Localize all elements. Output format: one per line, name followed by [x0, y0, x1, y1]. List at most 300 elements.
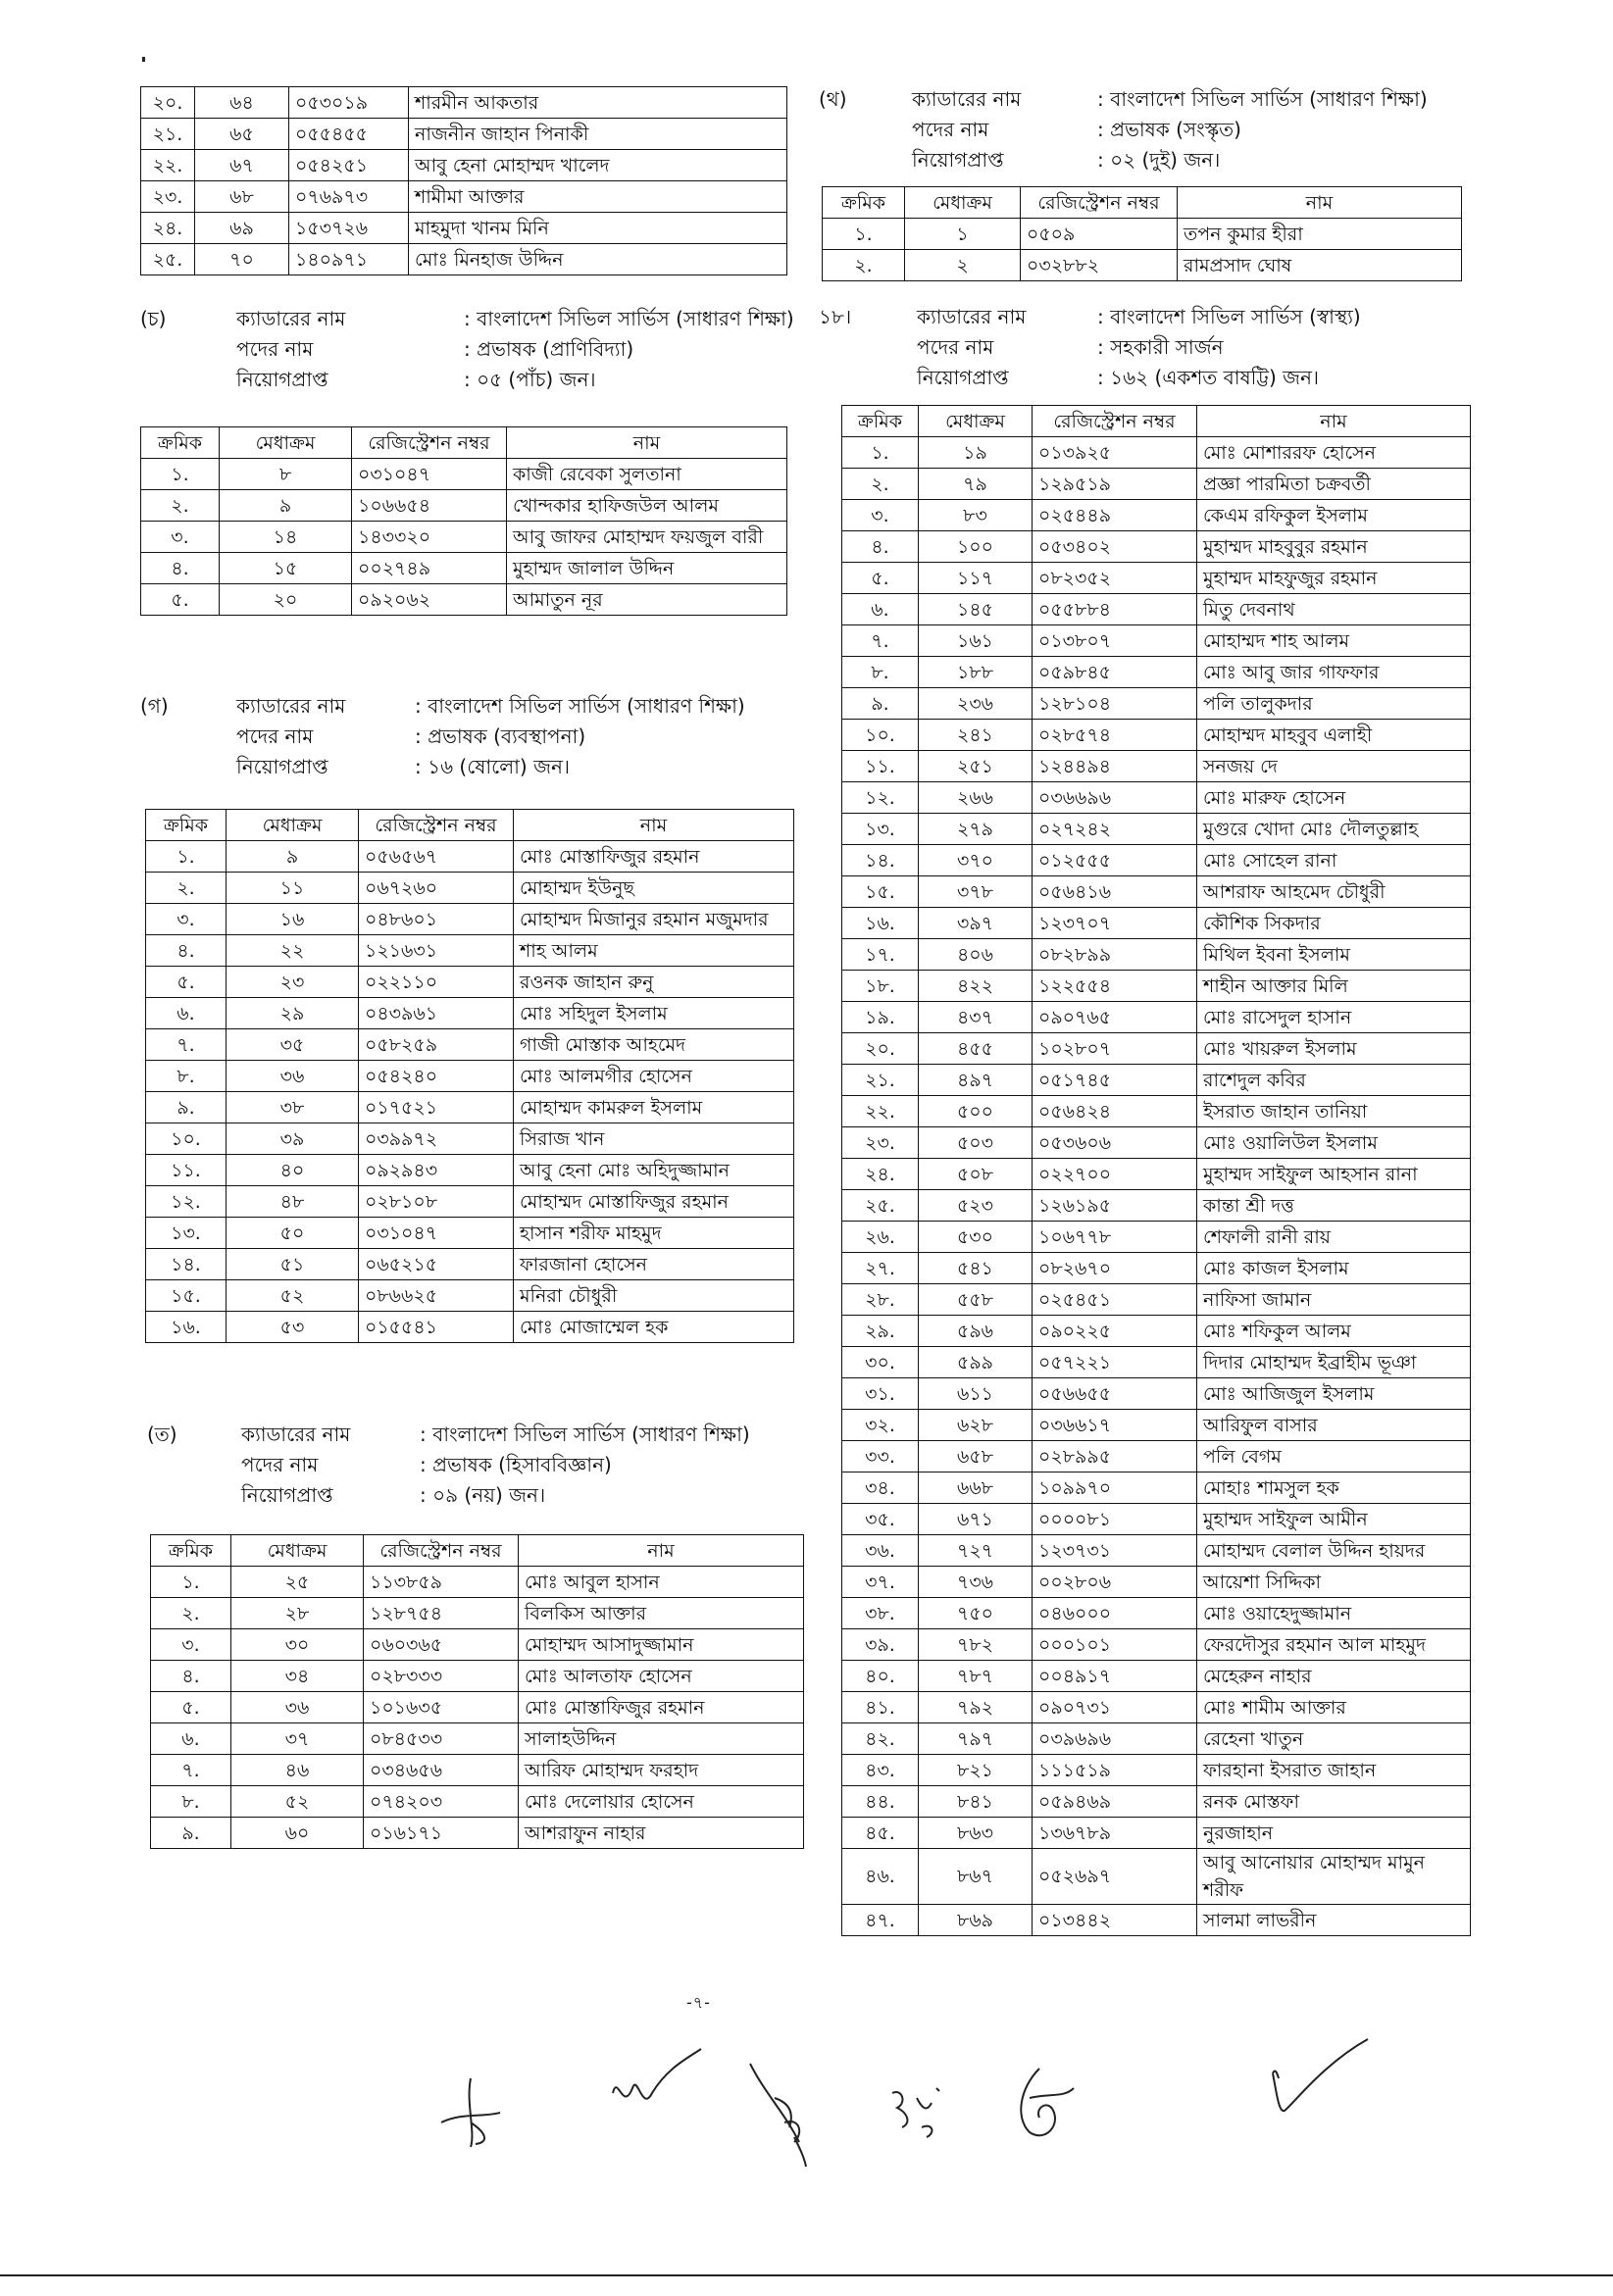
- registration-cell: ০২৫৪৫১: [1033, 1284, 1197, 1316]
- serial-cell: ৩.: [141, 522, 220, 553]
- registration-cell: ০৮৬৬২৫: [359, 1280, 514, 1312]
- table-row: [842, 720, 1471, 751]
- merit-cell: ৮৬৩: [919, 1818, 1033, 1849]
- serial-cell: ৫.: [842, 563, 919, 594]
- serial-cell: ৩০.: [842, 1347, 919, 1378]
- merit-cell: ২৩: [227, 967, 359, 998]
- name-cell: মোঃ মোস্তাফিজুর রহমান: [514, 841, 794, 873]
- serial-cell: ১১.: [842, 751, 919, 782]
- serial-cell: ১২.: [842, 782, 919, 814]
- registration-cell: ০১৩৪৪২: [1033, 1905, 1197, 1936]
- serial-cell: ৪৪.: [842, 1786, 919, 1818]
- post-value: : প্রভাষক (হিসাববিজ্ঞান): [420, 1453, 612, 1476]
- table-row: [842, 1033, 1471, 1065]
- merit-cell: ৪০৬: [919, 939, 1033, 971]
- registration-cell: ০৩১০৪৭: [352, 459, 507, 490]
- merit-cell: ৬৫৮: [919, 1441, 1033, 1472]
- merit-cell: ৬১১: [919, 1378, 1033, 1410]
- serial-cell: ৩.: [151, 1629, 231, 1661]
- serial-cell: ১১.: [146, 1155, 227, 1186]
- serial-cell: ২১.: [842, 1065, 919, 1096]
- table-row: [141, 553, 787, 584]
- registration-cell: ১২৪৪৯৪: [1033, 751, 1197, 782]
- table-row: [842, 1535, 1471, 1567]
- registration-cell: ০২৭২৪২: [1033, 814, 1197, 845]
- signature-2: [608, 2044, 706, 2122]
- serial-cell: ৪.: [842, 531, 919, 563]
- serial-cell: ১৩.: [842, 814, 919, 845]
- merit-cell: ৭৮২: [919, 1629, 1033, 1661]
- name-cell: সালাহউদ্দিন: [519, 1723, 804, 1755]
- table-row: [146, 1029, 794, 1061]
- table-row: [141, 87, 787, 119]
- merit-cell: ৬৫: [195, 119, 289, 150]
- signature-3: [745, 2054, 824, 2171]
- registration-cell: ০২৮৫৭৪: [1033, 720, 1197, 751]
- name-cell: আরিফুল বাসার: [1197, 1410, 1471, 1441]
- signature-6: [1265, 2034, 1373, 2122]
- name-cell: আশরাফ আহমেদ চৌধুরী: [1197, 876, 1471, 908]
- serial-cell: ৩.: [842, 500, 919, 531]
- merit-cell: ১৮৮: [919, 657, 1033, 688]
- col-header-registration: রেজিস্ট্রেশন নম্বর: [1021, 187, 1178, 219]
- table-row: [842, 1723, 1471, 1755]
- registration-cell: ০২৮১০৮: [359, 1186, 514, 1218]
- name-cell: নুরজাহান: [1197, 1818, 1471, 1849]
- post-value: : প্রভাষক (প্রাণিবিদ্যা): [464, 337, 634, 361]
- serial-cell: ৫.: [141, 584, 220, 616]
- serial-cell: ৩৮.: [842, 1598, 919, 1629]
- serial-cell: ৪০.: [842, 1661, 919, 1692]
- merit-cell: ৩৯৭: [919, 908, 1033, 939]
- name-cell: মোঃ কাজল ইসলাম: [1197, 1253, 1471, 1284]
- registration-cell: ০১৩৮০৭: [1033, 625, 1197, 657]
- table-row: [842, 657, 1471, 688]
- name-cell: শাহীন আক্তার মিলি: [1197, 971, 1471, 1002]
- table-row: [842, 500, 1471, 531]
- name-cell: ইসরাত জাহান তানিয়া: [1197, 1096, 1471, 1127]
- name-cell: মোহাম্মদ মিজানুর রহমান মজুমদার: [514, 904, 794, 935]
- registration-cell: ০৮২৮৯৯: [1033, 939, 1197, 971]
- name-cell: শামীমা আক্তার: [409, 181, 787, 213]
- merit-cell: ৭৯৭: [919, 1723, 1033, 1755]
- registration-cell: ০৭৪২০৩: [364, 1786, 519, 1818]
- merit-cell: ৭০: [195, 244, 289, 275]
- table-header-row: [842, 406, 1471, 437]
- registration-cell: ১০১৬৩৫: [364, 1692, 519, 1723]
- serial-cell: ২.: [141, 490, 220, 522]
- registration-cell: ১২৮৭৫৪: [364, 1598, 519, 1629]
- cadre-value: : বাংলাদেশ সিভিল সার্ভিস (স্বাস্থ্য): [1097, 305, 1361, 328]
- table-tha: [822, 186, 1462, 281]
- name-cell: কাজী রেবেকা সুলতানা: [507, 459, 787, 490]
- table-row: [842, 1849, 1471, 1905]
- name-cell: মোঃ আজিজুল ইসলাম: [1197, 1378, 1471, 1410]
- name-cell: শাহ আলম: [514, 935, 794, 967]
- merit-cell: ৮২১: [919, 1755, 1033, 1786]
- serial-cell: ১৪.: [146, 1249, 227, 1280]
- section-ta-header: [147, 1420, 794, 1514]
- table-row: [842, 531, 1471, 563]
- registration-cell: ০০২৭৪৯: [352, 553, 507, 584]
- serial-cell: ৩৩.: [842, 1441, 919, 1472]
- merit-cell: ১৯: [919, 437, 1033, 469]
- cadre-label: ক্যাডারের নাম: [241, 1423, 351, 1446]
- registration-cell: ১০৬৭৭৮: [1033, 1222, 1197, 1253]
- table-row: [146, 1092, 794, 1123]
- merit-cell: ৫০০: [919, 1096, 1033, 1127]
- table-row: [146, 1061, 794, 1092]
- name-cell: মাহমুদা খানম মিনি: [409, 213, 787, 244]
- table-row: [842, 1786, 1471, 1818]
- name-cell: মোহাম্মদ কামরুল ইসলাম: [514, 1092, 794, 1123]
- registration-cell: ১২৬১৯৫: [1033, 1190, 1197, 1222]
- name-cell: সনজয় দে: [1197, 751, 1471, 782]
- name-cell: আবু হেনা মোহাম্মদ খালেদ: [409, 150, 787, 181]
- table-row: [146, 841, 794, 873]
- post-label: পদের নাম: [912, 118, 989, 141]
- table-header-row: [151, 1535, 804, 1567]
- name-cell: মোঃ মোস্তাফিজুর রহমান: [519, 1692, 804, 1723]
- appointed-value: : ১৬২ (একশত বাষট্টি) জন।: [1097, 366, 1320, 389]
- merit-cell: ৫৩: [227, 1312, 359, 1343]
- merit-cell: ৬৭১: [919, 1504, 1033, 1535]
- table-row: [146, 873, 794, 904]
- serial-cell: ১২.: [146, 1186, 227, 1218]
- appointed-value: : ০৯ (নয়) জন।: [420, 1483, 546, 1507]
- col-header-serial: ক্রমিক: [151, 1535, 231, 1567]
- registration-cell: ০০৪৯১৭: [1033, 1661, 1197, 1692]
- col-header-name: নাম: [514, 810, 794, 841]
- name-cell: মোঃ শামীম আক্তার: [1197, 1692, 1471, 1723]
- registration-cell: ০০২৮০৬: [1033, 1567, 1197, 1598]
- serial-cell: ১.: [823, 219, 905, 250]
- serial-cell: ১৮.: [842, 971, 919, 1002]
- merit-cell: ৩০: [231, 1629, 364, 1661]
- registration-cell: ০৫৬৬৫৫: [1033, 1378, 1197, 1410]
- registration-cell: ০১২৫৫৫: [1033, 845, 1197, 876]
- appointed-label: নিয়োগপ্রাপ্ত: [236, 755, 328, 778]
- serial-cell: ৪২.: [842, 1723, 919, 1755]
- name-cell: ফেরদৌসুর রহমান আল মাহমুদ: [1197, 1629, 1471, 1661]
- registration-cell: ০২২১১০: [359, 967, 514, 998]
- registration-cell: ০৪৬০০০: [1033, 1598, 1197, 1629]
- post-value: : প্রভাষক (সংস্কৃত): [1097, 118, 1241, 141]
- name-cell: আবু হেনা মোঃ অহিদুজ্জামান: [514, 1155, 794, 1186]
- col-header-registration: রেজিস্ট্রেশন নম্বর: [364, 1535, 519, 1567]
- table-row: [842, 1598, 1471, 1629]
- merit-cell: ৩৯: [227, 1123, 359, 1155]
- serial-cell: ৩৫.: [842, 1504, 919, 1535]
- merit-cell: ২৫: [231, 1567, 364, 1598]
- serial-cell: ২৬.: [842, 1222, 919, 1253]
- name-cell: শেফালী রানী রায়: [1197, 1222, 1471, 1253]
- signature-5: [1000, 2059, 1088, 2147]
- table-row: [151, 1723, 804, 1755]
- registration-cell: ১২১৬৩১: [359, 935, 514, 967]
- serial-cell: ৯.: [842, 688, 919, 720]
- table-row: [842, 845, 1471, 876]
- table-row: [141, 522, 787, 553]
- registration-cell: ০৮২৩৫২: [1033, 563, 1197, 594]
- registration-cell: ১২৯৫১৯: [1033, 469, 1197, 500]
- table-row: [146, 1155, 794, 1186]
- name-cell: মোঃ ওয়াহেদুজ্জামান: [1197, 1598, 1471, 1629]
- cadre-label: ক্যাডারের নাম: [236, 694, 346, 718]
- merit-cell: ১৪: [220, 522, 352, 553]
- name-cell: ফারহানা ইসরাত জাহান: [1197, 1755, 1471, 1786]
- merit-cell: ২২: [227, 935, 359, 967]
- registration-cell: ০৫২৬৯৭: [1033, 1849, 1197, 1905]
- col-header-serial: ক্রমিক: [823, 187, 905, 219]
- name-cell: মোহাম্মদ বেলাল উদ্দিন হায়দর: [1197, 1535, 1471, 1567]
- name-cell: রাশেদুল কবির: [1197, 1065, 1471, 1096]
- serial-cell: ৯.: [146, 1092, 227, 1123]
- col-header-serial: ক্রমিক: [146, 810, 227, 841]
- registration-cell: ০৩৬৬৯৬: [1033, 782, 1197, 814]
- merit-cell: ৩৮: [227, 1092, 359, 1123]
- merit-cell: ৭৯২: [919, 1692, 1033, 1723]
- table-header-row: [141, 427, 787, 459]
- name-cell: ফারজানা হোসেন: [514, 1249, 794, 1280]
- merit-cell: ৪৬: [231, 1755, 364, 1786]
- section-cha-header: [140, 304, 794, 398]
- name-cell: কান্তা শ্রী দত্ত: [1197, 1190, 1471, 1222]
- table-row: [842, 1159, 1471, 1190]
- merit-cell: ৪৫৫: [919, 1033, 1033, 1065]
- serial-cell: ৭.: [146, 1029, 227, 1061]
- table-row: [842, 1127, 1471, 1159]
- registration-cell: ১১১৫১৯: [1033, 1755, 1197, 1786]
- name-cell: মুহাম্মদ মাহবুবুর রহমান: [1197, 531, 1471, 563]
- serial-cell: ১০.: [842, 720, 919, 751]
- serial-cell: ১৬.: [842, 908, 919, 939]
- name-cell: মোঃ দেলোয়ার হোসেন: [519, 1786, 804, 1818]
- merit-cell: ৩৫: [227, 1029, 359, 1061]
- name-cell: খোন্দকার হাফিজউল আলম: [507, 490, 787, 522]
- serial-cell: ৮.: [842, 657, 919, 688]
- registration-cell: ০৫৫৪৫৫: [289, 119, 409, 150]
- merit-cell: ৯: [227, 841, 359, 873]
- registration-cell: ০২৫৪৪৯: [1033, 500, 1197, 531]
- name-cell: মিথিল ইবনা ইসলাম: [1197, 939, 1471, 971]
- table-18: [841, 405, 1471, 1936]
- table-row: [842, 1002, 1471, 1033]
- registration-cell: ০১৬১৭১: [364, 1818, 519, 1849]
- merit-cell: ৫০৮: [919, 1159, 1033, 1190]
- col-header-serial: ক্রমিক: [141, 427, 220, 459]
- serial-cell: ৩৭.: [842, 1567, 919, 1598]
- merit-cell: ২৫১: [919, 751, 1033, 782]
- name-cell: রনক মোস্তফা: [1197, 1786, 1471, 1818]
- merit-cell: ৩৬: [231, 1692, 364, 1723]
- registration-cell: ০৫৬৫৬৭: [359, 841, 514, 873]
- serial-cell: ২.: [151, 1598, 231, 1629]
- registration-cell: ০৩৯৯৭২: [359, 1123, 514, 1155]
- merit-cell: ১৬: [227, 904, 359, 935]
- registration-cell: ০১৩৯২৫: [1033, 437, 1197, 469]
- table-row: [842, 625, 1471, 657]
- merit-cell: ১১৭: [919, 563, 1033, 594]
- appointed-label: নিয়োগপ্রাপ্ত: [241, 1483, 333, 1507]
- post-label: পদের নাম: [241, 1453, 319, 1476]
- registration-cell: ০৩৪৬৫৬: [364, 1755, 519, 1786]
- merit-cell: ৩৭: [231, 1723, 364, 1755]
- table-row: [842, 1818, 1471, 1849]
- page-number: -৭-: [686, 1993, 711, 2012]
- cadre-label: ক্যাডারের নাম: [917, 305, 1027, 328]
- registration-cell: ১২৩৭০৭: [1033, 908, 1197, 939]
- registration-cell: ০৫১৭৪৫: [1033, 1065, 1197, 1096]
- appointed-label: নিয়োগপ্রাপ্ত: [236, 368, 328, 391]
- registration-cell: ১২৮১০৪: [1033, 688, 1197, 720]
- col-header-name: নাম: [1197, 406, 1471, 437]
- registration-cell: ০২৮৩৩৩: [364, 1661, 519, 1692]
- serial-cell: ৬.: [146, 998, 227, 1029]
- registration-cell: ০৩৯৬৯৬: [1033, 1723, 1197, 1755]
- table-row: [151, 1755, 804, 1786]
- cadre-label: ক্যাডারের নাম: [912, 87, 1022, 111]
- registration-cell: ০৪৩৯৬১: [359, 998, 514, 1029]
- signature-1: [431, 2064, 529, 2152]
- name-cell: মোঃ মোজাম্মেল হক: [514, 1312, 794, 1343]
- serial-cell: ২৫.: [141, 244, 195, 275]
- merit-cell: ৮৩: [919, 500, 1033, 531]
- merit-cell: ১৫: [220, 553, 352, 584]
- merit-cell: ১০০: [919, 531, 1033, 563]
- section-mark: (থ): [819, 87, 847, 111]
- merit-cell: ৩৬: [227, 1061, 359, 1092]
- table-row: [151, 1818, 804, 1849]
- name-cell: মোঃ মারুফ হোসেন: [1197, 782, 1471, 814]
- merit-cell: ২৪১: [919, 720, 1033, 751]
- table-row: [842, 1378, 1471, 1410]
- table-row: [151, 1692, 804, 1723]
- merit-cell: ২০: [220, 584, 352, 616]
- col-header-registration: রেজিস্ট্রেশন নম্বর: [359, 810, 514, 841]
- registration-cell: ০২৮৯৯৫: [1033, 1441, 1197, 1472]
- merit-cell: ৬৪: [195, 87, 289, 119]
- table-row: [146, 1186, 794, 1218]
- table-row: [842, 751, 1471, 782]
- merit-cell: ৪৩৭: [919, 1002, 1033, 1033]
- registration-cell: ০০০০৮১: [1033, 1504, 1197, 1535]
- table-row: [141, 584, 787, 616]
- merit-cell: ৪০: [227, 1155, 359, 1186]
- table-row: [141, 244, 787, 275]
- registration-cell: ১০৯৯৭০: [1033, 1472, 1197, 1504]
- serial-cell: ৮.: [146, 1061, 227, 1092]
- table-ga: [145, 809, 794, 1343]
- name-cell: মোঃ সোহেল রানা: [1197, 845, 1471, 876]
- serial-cell: ৭.: [842, 625, 919, 657]
- serial-cell: ১৩.: [146, 1218, 227, 1249]
- merit-cell: ৫৩০: [919, 1222, 1033, 1253]
- table-row: [151, 1629, 804, 1661]
- merit-cell: ১১: [227, 873, 359, 904]
- serial-cell: ৩.: [146, 904, 227, 935]
- name-cell: আয়েশা সিদ্দিকা: [1197, 1567, 1471, 1598]
- table-row: [842, 1347, 1471, 1378]
- merit-cell: ৬২৮: [919, 1410, 1033, 1441]
- table-row: [842, 1316, 1471, 1347]
- registration-cell: ০৫০৯: [1021, 219, 1178, 250]
- serial-cell: ১৫.: [146, 1280, 227, 1312]
- merit-cell: ২৮: [231, 1598, 364, 1629]
- table-row: [842, 1661, 1471, 1692]
- serial-cell: ২৩.: [842, 1127, 919, 1159]
- merit-cell: ৬০: [231, 1818, 364, 1849]
- table-row: [842, 1096, 1471, 1127]
- table-row: [146, 1280, 794, 1312]
- section-tha-header: [819, 84, 1446, 178]
- name-cell: পলি তালুকদার: [1197, 688, 1471, 720]
- merit-cell: ৩৭৮: [919, 876, 1033, 908]
- name-cell: মোঃ রাসেদুল হাসান: [1197, 1002, 1471, 1033]
- name-cell: মোঃ আবু জার গাফফার: [1197, 657, 1471, 688]
- table-row: [842, 1755, 1471, 1786]
- merit-cell: ৪২২: [919, 971, 1033, 1002]
- merit-cell: ২৭৯: [919, 814, 1033, 845]
- registration-cell: ০৬৭২৬০: [359, 873, 514, 904]
- table-row: [146, 1312, 794, 1343]
- section-mark: (ত): [147, 1423, 177, 1446]
- name-cell: রামপ্রসাদ ঘোষ: [1178, 250, 1462, 281]
- appointed-value: : ১৬ (ষোলো) জন।: [415, 755, 571, 778]
- merit-cell: ৪৮: [227, 1186, 359, 1218]
- serial-cell: ৪.: [151, 1661, 231, 1692]
- table-row: [842, 1222, 1471, 1253]
- merit-cell: ২৯: [227, 998, 359, 1029]
- registration-cell: ০৯২০৬২: [352, 584, 507, 616]
- serial-cell: ৪৭.: [842, 1905, 919, 1936]
- table-row: [842, 1472, 1471, 1504]
- name-cell: মোহাম্মদ শাহ আলম: [1197, 625, 1471, 657]
- registration-cell: ০৯০৭৬৫: [1033, 1002, 1197, 1033]
- registration-cell: ০৫৬৪২৪: [1033, 1096, 1197, 1127]
- table-row: [842, 469, 1471, 500]
- serial-cell: ১.: [141, 459, 220, 490]
- name-cell: আবু জাফর মোহাম্মদ ফয়জুল বারী: [507, 522, 787, 553]
- name-cell: মেহেরুন নাহার: [1197, 1661, 1471, 1692]
- table-row: [842, 939, 1471, 971]
- col-header-registration: রেজিস্ট্রেশন নম্বর: [1033, 406, 1197, 437]
- table-row: [842, 1253, 1471, 1284]
- cadre-value: : বাংলাদেশ সিভিল সার্ভিস (সাধারণ শিক্ষা): [1097, 87, 1428, 111]
- signature-4: [882, 2073, 951, 2142]
- serial-cell: ২৪.: [141, 213, 195, 244]
- serial-cell: ১.: [151, 1567, 231, 1598]
- post-value: : সহকারী সার্জন: [1097, 335, 1224, 359]
- table-row: [842, 908, 1471, 939]
- name-cell: শারমীন আকতার: [409, 87, 787, 119]
- table-row: [842, 782, 1471, 814]
- serial-cell: ১৭.: [842, 939, 919, 971]
- appointed-label: নিয়োগপ্রাপ্ত: [912, 148, 1004, 172]
- table-row: [151, 1567, 804, 1598]
- table-row: [842, 563, 1471, 594]
- name-cell: আমাতুন নূর: [507, 584, 787, 616]
- section-mark: ১৮।: [819, 305, 852, 328]
- merit-cell: ৬৭: [195, 150, 289, 181]
- table-row: [146, 1218, 794, 1249]
- col-header-name: নাম: [1178, 187, 1462, 219]
- registration-cell: ১৫৩৭২৬: [289, 213, 409, 244]
- serial-cell: ২.: [146, 873, 227, 904]
- name-cell: মোঃ ওয়ালিউল ইসলাম: [1197, 1127, 1471, 1159]
- merit-cell: ৬৯: [195, 213, 289, 244]
- post-value: : প্রভাষক (ব্যবস্থাপনা): [415, 724, 586, 748]
